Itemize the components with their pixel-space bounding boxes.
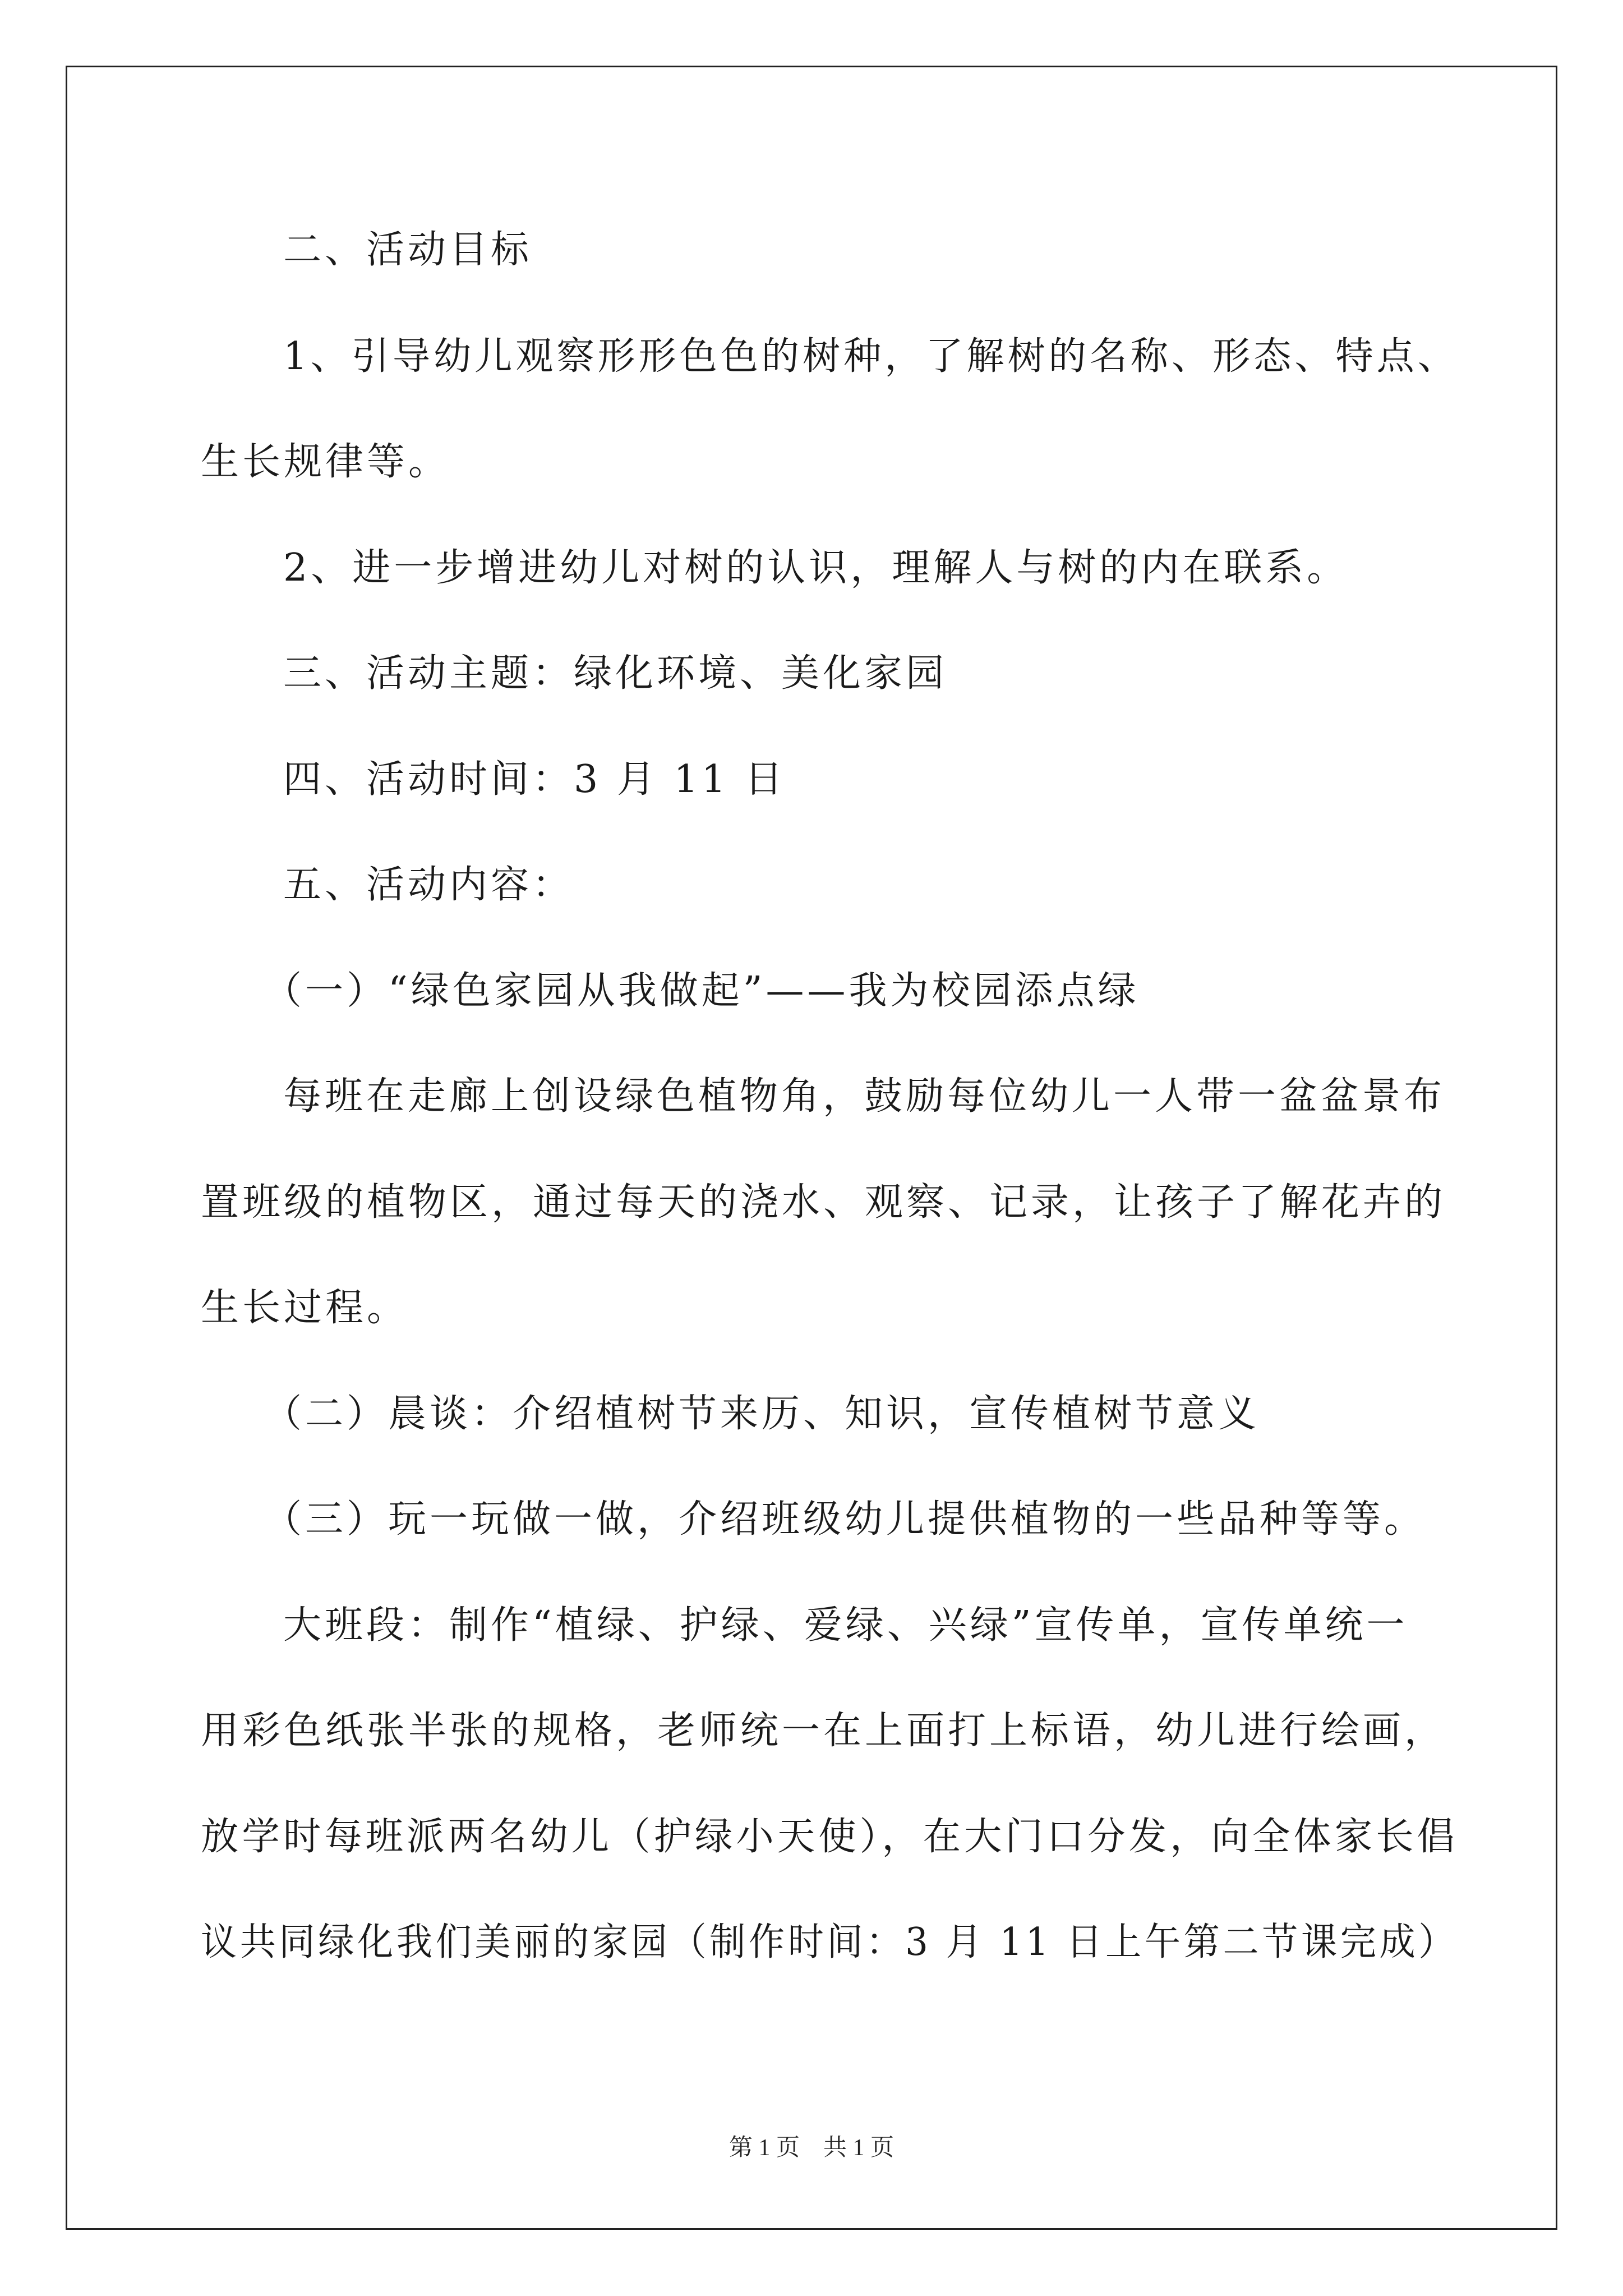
paragraph-line: 大班段：制作“植绿、护绿、爱绿、兴绿”宣传单，宣传单统一 [283,1603,1408,1648]
section-heading-theme: 三、活动主题：绿化环境、美化家园 [283,651,948,696]
paragraph-line: 置班级的植物区，通过每天的浇水、观察、记录，让孩子了解花卉的 [201,1180,1446,1225]
section-heading-goals: 二、活动目标 [283,228,533,272]
subsection-heading-1: （一）“绿色家园从我做起”——我为校园添点绿 [264,969,1140,1013]
paragraph-line: 议共同绿化我们美丽的家园（制作时间：3 月 11 日上午第二节课完成） [201,1920,1458,1964]
page-footer: 第 1 页 共 1 页 [728,2135,894,2161]
paragraph-line: 放学时每班派两名幼儿（护绿小天使），在大门口分发，向全体家长倡 [201,1815,1458,1859]
paragraph-line: 生长规律等。 [201,440,450,484]
section-heading-time: 四、活动时间：3 月 11 日 [283,757,786,802]
paragraph-line: 1、引导幼儿观察形形色色的树种，了解树的名称、形态、特点、 [283,334,1459,379]
paragraph-line: 生长过程。 [201,1286,409,1330]
paragraph-line: 用彩色纸张半张的规格，老师统一在上面打上标语，幼儿进行绘画， [201,1709,1446,1753]
page-border [66,66,1557,2230]
subsection-heading-2: （二）晨谈：介绍植树节来历、知识，宣传植树节意义 [264,1392,1260,1436]
paragraph-line: 2、进一步增进幼儿对树的认识，理解人与树的内在联系。 [283,546,1349,590]
paragraph-line: 每班在走廊上创设绿色植物角，鼓励每位幼儿一人带一盆盆景布 [283,1074,1446,1119]
section-heading-content: 五、活动内容： [283,863,574,907]
subsection-heading-3: （三）玩一玩做一做，介绍班级幼儿提供植物的一些品种等等。 [264,1497,1426,1542]
